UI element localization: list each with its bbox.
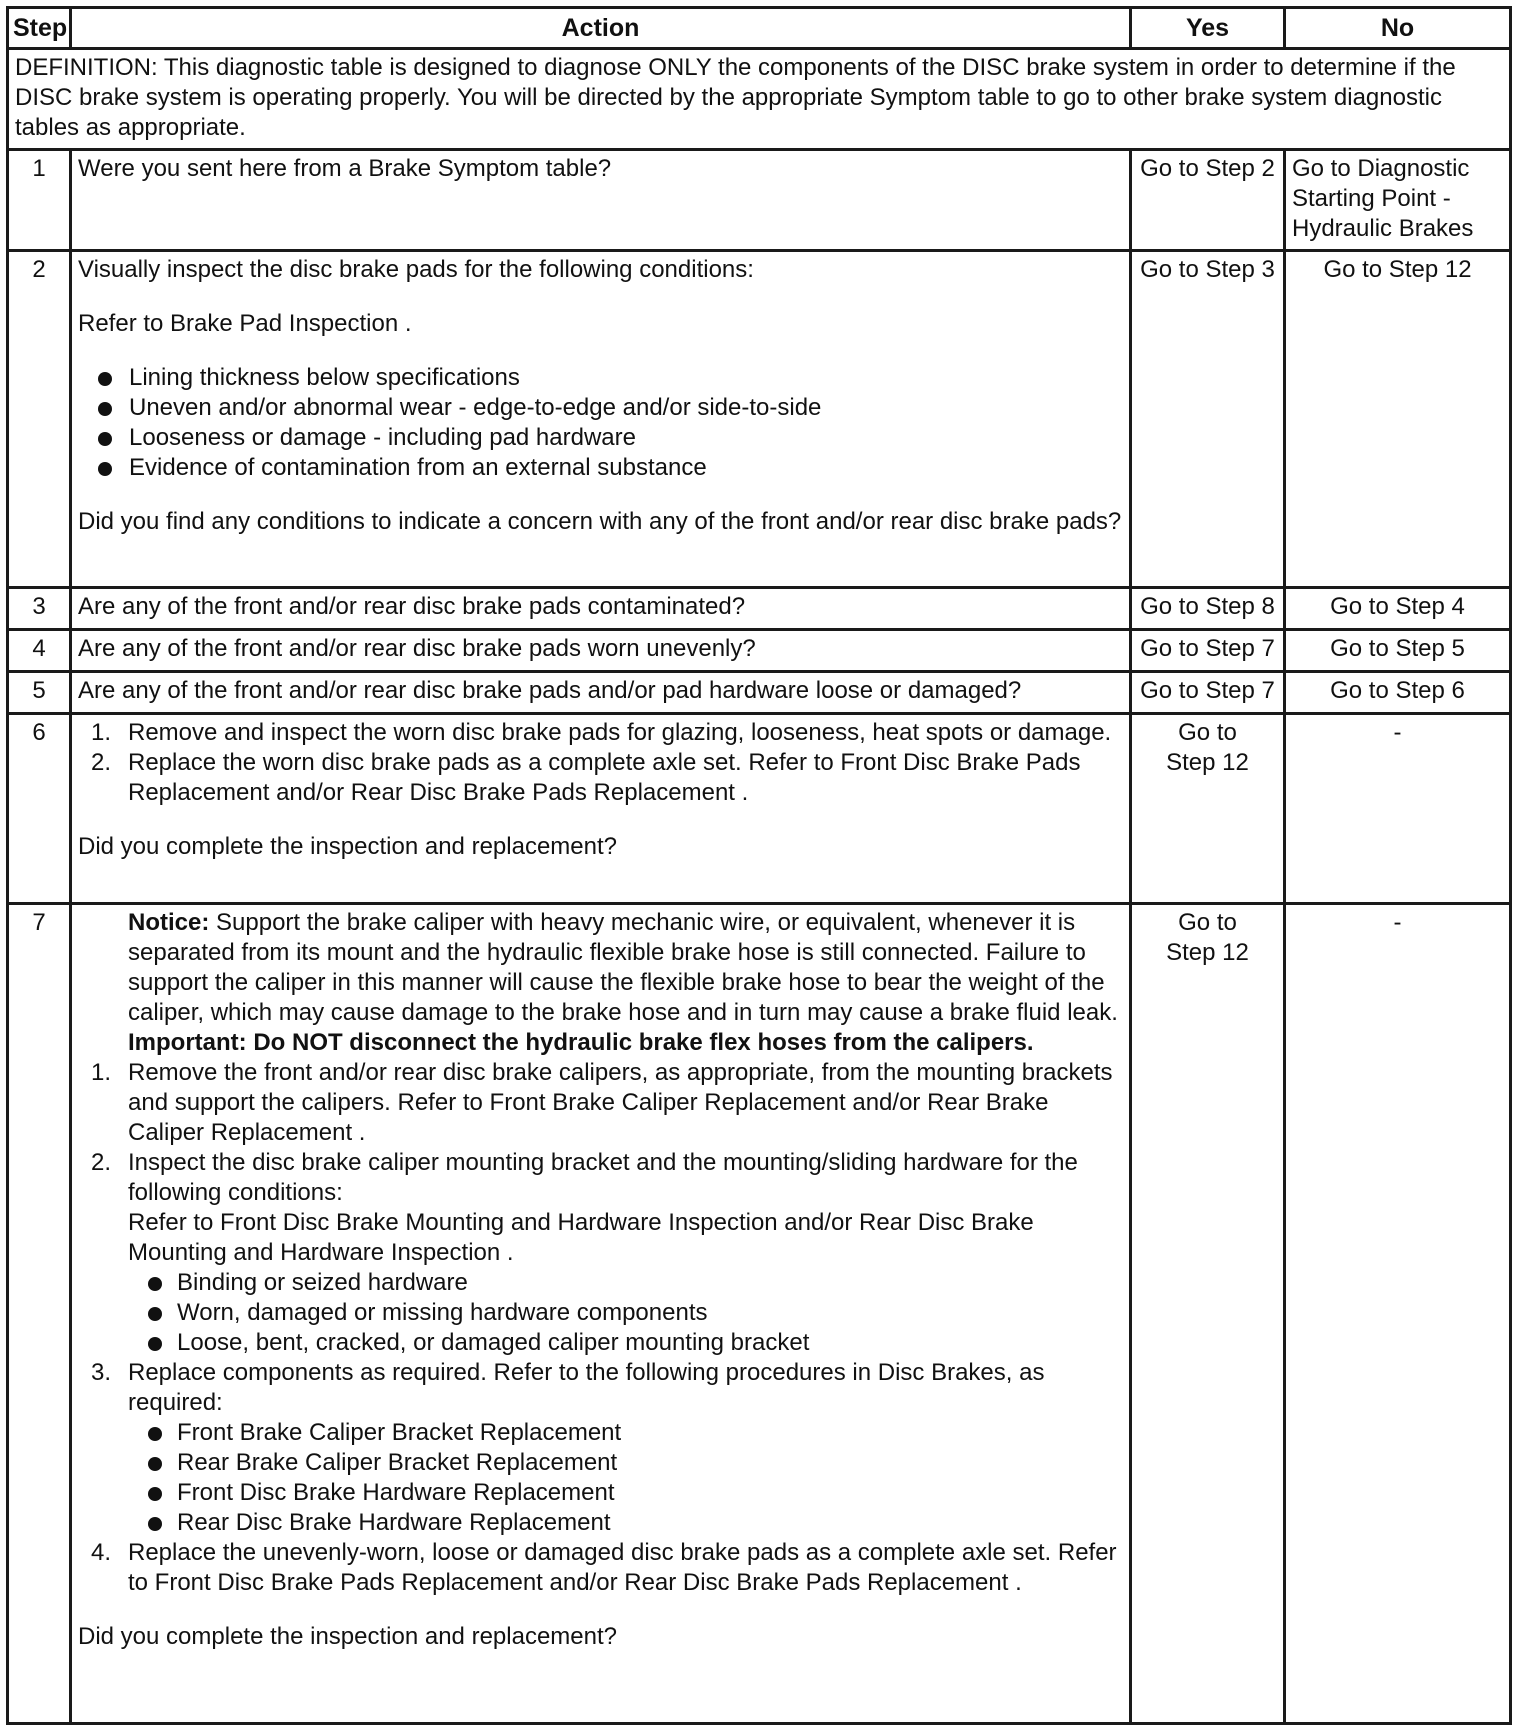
item-text: Remove the front and/or rear disc brake calipers, as appropriate, from the mounting brackets and support the calipers. Refer to Front Brake Caliper Replacement and/or Rear Brake Caliper Replacement . — [128, 1059, 1113, 1146]
item-text: Replace the worn disc brake pads as a complete axle set. Refer to Front Disc Brake Pads Replacement and/or Rear Disc Brake Pads Replacement . — [128, 749, 1081, 806]
condition-list — [78, 1268, 1123, 1358]
list-item — [78, 748, 1123, 808]
list-item[interactable]: Rear Disc Brake Hardware Replacement — [148, 1508, 1123, 1538]
step-number: 5 — [8, 672, 71, 714]
no-link[interactable]: Go to Step 4 — [1285, 588, 1511, 630]
definition-row — [8, 49, 1511, 150]
list-marker: 1. — [91, 719, 112, 746]
notice-body: Support the brake caliper with heavy mechanic wire, or equivalent, whenever it is separated from its mount and the hydraulic flexible brake hose is still connected. Failure to support the caliper in this manner will cause the flexible brake hose to bear the weight of the caliper, which may cause damage to the brake hose and in turn may cause a brake fluid leak. — [128, 909, 1118, 1026]
yes-link[interactable]: Go to Step 2 — [1131, 150, 1285, 251]
step-question: Did you find any conditions to indicate a concern with any of the front and/or rear disc brake pads? — [78, 508, 1122, 535]
list-item — [78, 1058, 1123, 1148]
list-marker: 1. — [91, 1059, 112, 1086]
yes-link-text[interactable]: Go to Step 12 — [1166, 719, 1249, 776]
yes-link[interactable]: Go to Step 7 — [1131, 630, 1285, 672]
notice-label: Notice: — [128, 909, 210, 936]
step-question: Did you complete the inspection and replacement? — [78, 1623, 617, 1650]
step-question: Are any of the front and/or rear disc brake pads worn unevenly? — [71, 630, 1131, 672]
no-value: - — [1285, 904, 1511, 1724]
no-value: - — [1285, 714, 1511, 904]
important-body: Important: Do NOT disconnect the hydraulic brake flex hoses from the calipers. — [128, 1029, 1034, 1056]
step-question: Did you complete the inspection and replacement? — [78, 833, 617, 860]
no-link[interactable]: Go to Diagnostic Starting Point - Hydraulic Brakes — [1285, 150, 1511, 251]
step-action — [71, 904, 1131, 1724]
list-marker: 4. — [91, 1539, 112, 1566]
no-link[interactable]: Go to Step 6 — [1285, 672, 1511, 714]
item-refer[interactable]: Refer to Front Disc Brake Mounting and Hardware Inspection and/or Rear Disc Brake Mounting and Hardware Inspection . — [128, 1209, 1034, 1266]
notice-text — [78, 908, 1123, 1028]
header-action: Action — [71, 8, 1131, 49]
list-item: Evidence of contamination from an external substance — [98, 453, 1123, 483]
list-item: Uneven and/or abnormal wear - edge-to-edge and/or side-to-side — [98, 393, 1123, 423]
yes-link[interactable]: Go to Step 8 — [1131, 588, 1285, 630]
list-marker: 2. — [91, 1149, 112, 1176]
step-question: Are any of the front and/or rear disc brake pads contaminated? — [71, 588, 1131, 630]
list-item: Loose, bent, cracked, or damaged caliper mounting bracket — [148, 1328, 1123, 1358]
list-item: Looseness or damage - including pad hardware — [98, 423, 1123, 453]
step-question: Were you sent here from a Brake Symptom table? — [78, 155, 612, 182]
list-item: Binding or seized hardware — [148, 1268, 1123, 1298]
list-item: Worn, damaged or missing hardware components — [148, 1298, 1123, 1328]
step-row-3 — [8, 588, 1511, 630]
step-row-1 — [8, 150, 1511, 251]
item-text: Inspect the disc brake caliper mounting bracket and the mounting/sliding hardware for the following conditions: — [128, 1149, 1078, 1206]
step-intro: Visually inspect the disc brake pads for the following conditions: — [78, 256, 754, 283]
list-marker: 3. — [91, 1359, 112, 1386]
header-yes: Yes — [1131, 8, 1285, 49]
list-marker: 2. — [91, 749, 112, 776]
item-text: Remove and inspect the worn disc brake pads for glazing, looseness, heat spots or damage. — [128, 719, 1112, 746]
list-item — [78, 1148, 1123, 1358]
step-number: 3 — [8, 588, 71, 630]
list-item: Lining thickness below specifications — [98, 363, 1123, 393]
important-text — [78, 1028, 1123, 1058]
no-link[interactable]: Go to Step 5 — [1285, 630, 1511, 672]
procedure-list — [78, 1418, 1123, 1538]
list-item — [78, 718, 1123, 748]
list-item[interactable]: Front Disc Brake Hardware Replacement — [148, 1478, 1123, 1508]
step-row-4 — [8, 630, 1511, 672]
item-text: Replace components as required. Refer to the following procedures in Disc Brakes, as required: — [128, 1359, 1045, 1416]
list-item[interactable]: Rear Brake Caliper Bracket Replacement — [148, 1448, 1123, 1478]
step-action — [71, 714, 1131, 904]
header-no: No — [1285, 8, 1511, 49]
step-row-7 — [8, 904, 1511, 1724]
yes-link[interactable]: Go to Step 7 — [1131, 672, 1285, 714]
numbered-list — [78, 718, 1123, 808]
step-action — [71, 150, 1131, 251]
header-step: Step — [8, 8, 71, 49]
diagnostic-table — [6, 6, 1512, 1725]
step-action — [71, 251, 1131, 588]
yes-link[interactable] — [1131, 714, 1285, 904]
step-row-2 — [8, 251, 1511, 588]
item-text: Replace the unevenly-worn, loose or damaged disc brake pads as a complete axle set. Refer to Front Disc Brake Pads Replacement and/or Rear Disc Brake Pads Replacement . — [128, 1539, 1117, 1596]
step-refer[interactable]: Refer to Brake Pad Inspection . — [78, 310, 412, 337]
condition-list — [78, 363, 1123, 483]
definition-text: DEFINITION: This diagnostic table is designed to diagnose ONLY the components of the DISC brake system in order to determine if the DISC brake system is operating properly. You will be directed by the appropriate Symptom table to go to other brake system diagnostic tables as appropriate. — [8, 49, 1511, 150]
list-item — [78, 1358, 1123, 1538]
yes-link[interactable]: Go to Step 3 — [1131, 251, 1285, 588]
header-row — [8, 8, 1511, 49]
numbered-list — [78, 1058, 1123, 1598]
step-row-6 — [8, 714, 1511, 904]
yes-link-text[interactable]: Go to Step 12 — [1166, 909, 1249, 966]
step-question: Are any of the front and/or rear disc brake pads and/or pad hardware loose or damaged? — [71, 672, 1131, 714]
list-item[interactable]: Front Brake Caliper Bracket Replacement — [148, 1418, 1123, 1448]
step-number: 2 — [8, 251, 71, 588]
list-item — [78, 1538, 1123, 1598]
step-number: 6 — [8, 714, 71, 904]
yes-link[interactable] — [1131, 904, 1285, 1724]
no-link[interactable]: Go to Step 12 — [1285, 251, 1511, 588]
step-number: 1 — [8, 150, 71, 251]
step-number: 7 — [8, 904, 71, 1724]
step-row-5 — [8, 672, 1511, 714]
step-number: 4 — [8, 630, 71, 672]
